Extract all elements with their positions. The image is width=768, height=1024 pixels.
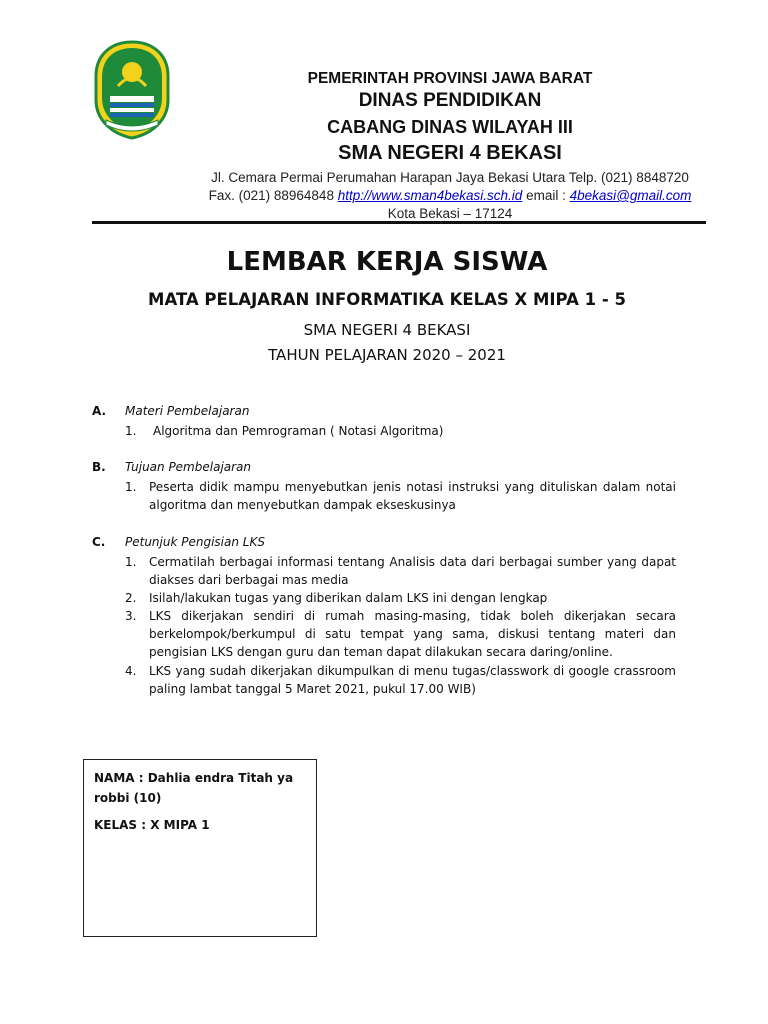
document-year: TAHUN PELAJARAN 2020 – 2021 bbox=[268, 346, 506, 364]
item-text: LKS dikerjakan sendiri di rumah masing-masing, tidak boleh dikerjakan secara berkelompok/berkumpul di satu tempat yang sama, diskusi tentang materi dan pengisian LKS dengan guru dan teman dapat dilakukan secara daring/online. bbox=[149, 609, 676, 659]
section-letter: C. bbox=[92, 535, 106, 549]
school-logo bbox=[92, 40, 172, 140]
item-text: Cermatilah berbagai informasi tentang Analisis data dari berbagai sumber yang dapat diakses dari berbagai mas media bbox=[149, 555, 676, 587]
header-divider bbox=[92, 221, 706, 224]
document-title: LEMBAR KERJA SISWA bbox=[226, 247, 548, 277]
item-number: 1. bbox=[125, 480, 137, 494]
email-label: email : bbox=[526, 188, 566, 203]
west-java-emblem-icon bbox=[92, 40, 172, 140]
item-number: 4. bbox=[125, 664, 137, 678]
student-class: KELAS : X MIPA 1 bbox=[94, 818, 210, 832]
header-fax: Fax. (021) 88964848 bbox=[208, 188, 334, 203]
section-letter: A. bbox=[92, 404, 107, 418]
section-letter: B. bbox=[92, 460, 106, 474]
section-title: Tujuan Pembelajaran bbox=[125, 460, 252, 474]
item-text: Algoritma dan Pemrograman ( Notasi Algoritma) bbox=[153, 424, 444, 438]
student-info-box bbox=[83, 759, 317, 937]
item-number: 1. bbox=[125, 555, 137, 569]
student-name: NAMA : Dahlia endra Titah ya robbi (10) bbox=[94, 771, 294, 805]
section-title: Materi Pembelajaran bbox=[125, 404, 250, 418]
header-address: Jl. Cemara Permai Perumahan Harapan Jaya Bekasi Utara Telp. (021) 8848720 bbox=[211, 170, 689, 185]
header-school-name: SMA NEGERI 4 BEKASI bbox=[338, 142, 562, 164]
header-contact bbox=[180, 188, 720, 203]
header-government: PEMERINTAH PROVINSI JAWA BARAT bbox=[307, 70, 593, 87]
email-link[interactable]: 4bekasi@gmail.com bbox=[569, 188, 692, 203]
item-text: LKS yang sudah dikerjakan dikumpulkan di menu tugas/classwork di google crassroom paling lambat tanggal 5 Maret 2021, pukul 17.00 WIB) bbox=[149, 664, 676, 696]
item-text: Isilah/lakukan tugas yang diberikan dalam LKS ini dengan lengkap bbox=[149, 591, 548, 605]
document-school: SMA NEGERI 4 BEKASI bbox=[303, 321, 471, 339]
section-title: Petunjuk Pengisian LKS bbox=[125, 535, 265, 549]
item-number: 2. bbox=[125, 591, 137, 605]
item-text: Peserta didik mampu menyebutkan jenis notasi instruksi yang dituliskan dalam notai algoritma dan menyebutkan dampak ekseskusinya bbox=[149, 480, 676, 512]
item-number: 1. bbox=[125, 424, 137, 438]
header-branch: CABANG DINAS WILAYAH III bbox=[327, 117, 573, 137]
website-link[interactable]: http://www.sman4bekasi.sch.id bbox=[337, 188, 523, 203]
document-subject: MATA PELAJARAN INFORMATIKA KELAS X MIPA 1 - 5 bbox=[148, 290, 626, 309]
header-city: Kota Bekasi – 17124 bbox=[387, 206, 513, 218]
header-department: DINAS PENDIDIKAN bbox=[358, 90, 542, 111]
item-number: 3. bbox=[125, 609, 137, 623]
